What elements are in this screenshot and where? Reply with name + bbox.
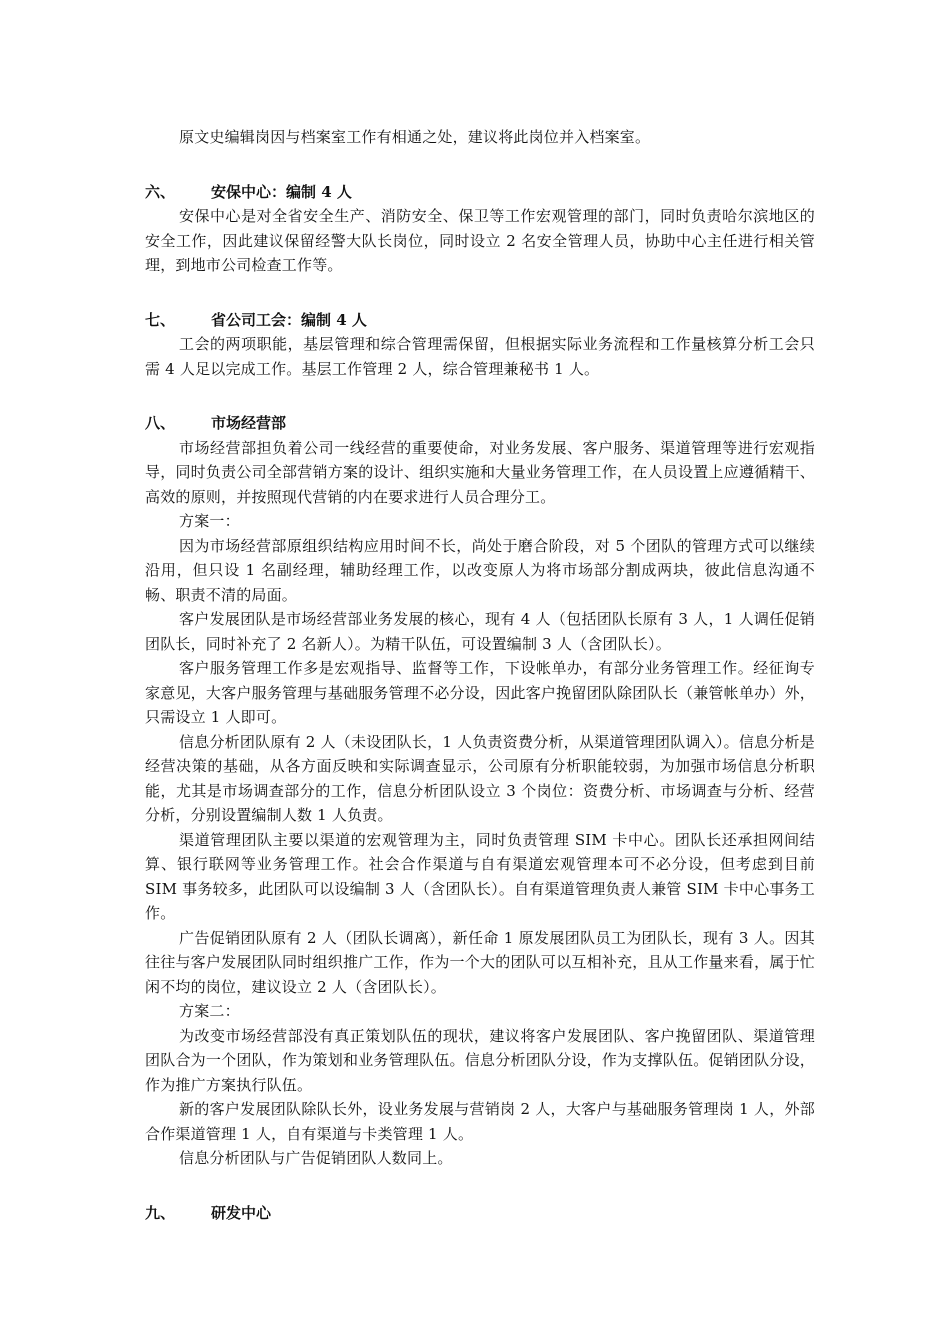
paragraph-customer-service: 客户服务管理工作多是宏观指导、监督等工作，下设帐单办，有部分业务管理工作。经征询专家意见，大客户服务管理与基础服务管理不必分设，因此客户挽留团队除团队长（兼管帐单办）外，只需设立 1 人即可。 [145,659,815,726]
paragraph-new-customer-team: 新的客户发展团队除队长外，设业务发展与营销岗 2 人，大客户与基础服务管理岗 1 人，外部合作渠道管理 1 人，自有渠道与卡类管理 1 人。 [145,1100,815,1143]
section-number: 七、 [145,310,176,329]
section-heading-trade-union [145,308,815,333]
paragraph-plan-two-label: 方案二： [179,1002,240,1020]
document-page [145,125,815,1225]
paragraph-customer-development: 客户发展团队是市场经营部业务发展的核心，现有 4 人（包括团队长原有 3 人，1 人调任促销团队长，同时补充了 2 名新人）。为精干队伍，可设置编制 3 人（含团队长）。 [145,610,815,653]
section-heading-marketing-dept [145,411,815,436]
paragraph-channel-management: 渠道管理团队主要以渠道的宏观管理为主，同时负责管理 SIM 卡中心。团队长还承担网间结算、银行联网等业务管理工作。社会合作渠道与自有渠道宏观管理本可不必分设，但考虑到目前 SIM 事务较多，此团队可以设编制 3 人（含团队长）。自有渠道管理负责人兼管 SIM 卡中心事务工作。 [145,830,815,922]
section-number: 八、 [145,414,176,432]
paragraph-plan-two-structure: 为改变市场经营部没有真正策划队伍的现状，建议将客户发展团队、客户挽留团队、渠道管理团队合为一个团队，作为策划和业务管理队伍。信息分析团队分设，作为支撑队伍。促销团队分设，作为推广方案执行队伍。 [145,1026,815,1094]
paragraph-marketing-intro: 市场经营部担负着公司一线经营的重要使命，对业务发展、客户服务、渠道管理等进行宏观指导，同时负责公司全部营销方案的设计、组织实施和大量业务管理工作，在人员设置上应遵循精干、高效的原则，并按照现代营销的内在要求进行人员合理分工。 [145,438,815,506]
section-title: 安保中心：编制 4 人 [211,182,352,201]
section-heading-rd-center [145,1201,815,1226]
section-title: 研发中心 [211,1203,272,1222]
section-heading-security-center [145,180,815,205]
paragraph-advertising-promotion: 广告促销团队原有 2 人（团队长调离），新任命 1 原发展团队员工为团队长，现有 3 人。因其往往与客户发展团队同时组织推广工作，作为一个大的团队可以互相补充，且从工作量来看，属于忙闲不均的岗位，建议设立 2 人（含团队长）。 [145,928,815,996]
paragraph-plan-one-structure: 因为市场经营部原组织结构应用时间不长，尚处于磨合阶段，对 5 个团队的管理方式可以继续沿用，但只设 1 名副经理，辅助经理工作，以改变原人为将市场部分割成两块，彼此信息沟通不畅、职责不清的局面。 [145,536,815,604]
section-number: 九、 [145,1203,176,1222]
section-title: 市场经营部 [211,414,287,432]
section-title: 省公司工会：编制 4 人 [211,310,367,329]
paragraph-plan-one-label: 方案一： [179,512,240,530]
section-number: 六、 [145,182,176,201]
paragraph-archive-merge: 原文史编辑岗因与档案室工作有相通之处，建议将此岗位并入档案室。 [179,128,651,146]
paragraph-other-teams: 信息分析团队与广告促销团队人数同上。 [179,1149,453,1167]
paragraph-security-center: 安保中心是对全省安全生产、消防安全、保卫等工作宏观管理的部门，同时负责哈尔滨地区的安全工作，因此建议保留经警大队长岗位，同时设立 2 名安全管理人员，协助中心主任进行相关管理，到地市公司检查工作等。 [145,207,815,274]
paragraph-trade-union: 工会的两项职能，基层管理和综合管理需保留，但根据实际业务流程和工作量核算分析工会只需 4 人足以完成工作。基层工作管理 2 人，综合管理兼秘书 1 人。 [145,335,815,378]
paragraph-info-analysis: 信息分析团队原有 2 人（未设团队长，1 人负责资费分析，从渠道管理团队调入）。信息分析是经营决策的基础，从各方面反映和实际调查显示，公司原有分析职能较弱，为加强市场信息分析职能，尤其是市场调查部分的工作，信息分析团队设立 3 个岗位：资费分析、市场调查与分析、经营分析，分别设置编制人数 1 人负责。 [145,732,815,824]
